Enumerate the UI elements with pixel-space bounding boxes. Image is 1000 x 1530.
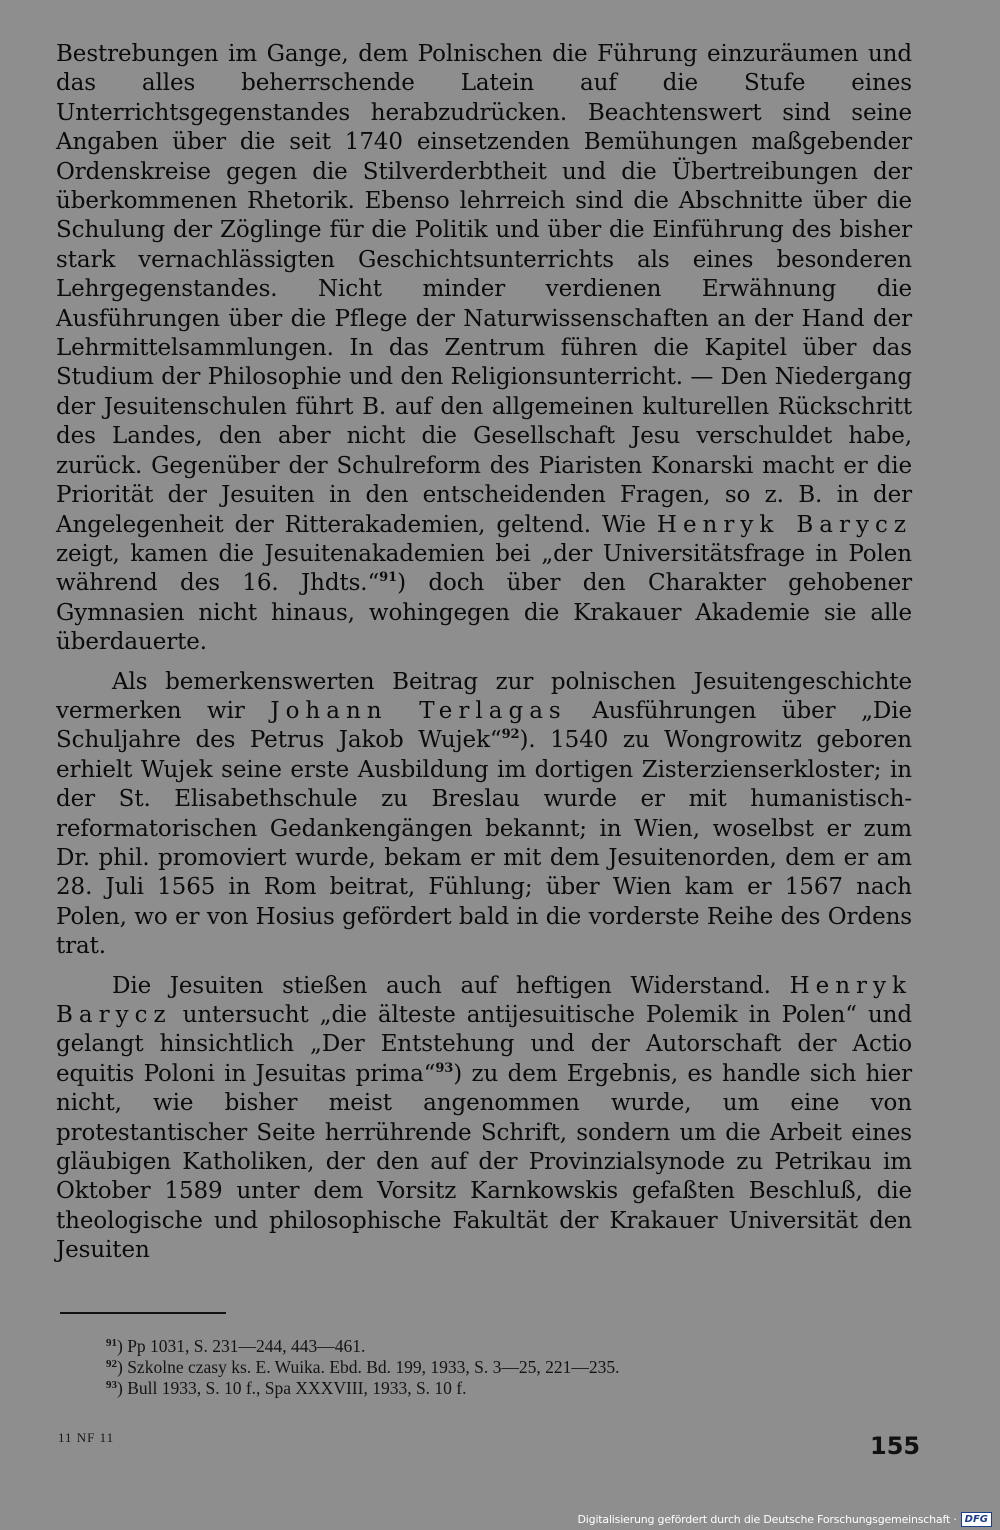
funding-banner-text: Digitalisierung gefördert durch die Deutsche Forschungsgemeinschaft · [577, 1512, 957, 1526]
footnote-reference: 93 [435, 1060, 454, 1076]
funding-banner [578, 1510, 992, 1528]
text-run: Als bemerkenswerten Beitrag zur polnischen Jesuitengeschichte vermerken wir [56, 668, 912, 724]
signature-mark: 11 NF 11 [58, 1430, 115, 1445]
footnote-text: ) Bull 1933, S. 10 f., Spa XXXVIII, 1933, S. 10 f. [117, 1378, 467, 1398]
paragraph-1 [56, 40, 912, 658]
text-run: untersucht „die älteste antijesuitische Polemik in Polen“ und gelangt hinsichtlich „Der Entstehung und der Autorschaft der Actio equitis Poloni in Jesuitas prima“ [56, 1002, 912, 1087]
text-run: Bestrebungen im Gange, dem Polnischen die Führung einzuräumen und das alles beherrschende Latein auf die Stufe eines Unterrichtsgegenstandes herabzudrücken. Beachtenswert sind seine Angaben über die seit 1740 einsetzenden Bemühungen maßgebender Ordenskreise gegen die Stilverderbtheit und die Übertreibungen der überkommenen Rhetorik. Ebenso lehrreich sind die Abschnitte über die Schulung der Zöglinge für die Politik und über die Einführung des bisher stark vernachlässigten Geschichtsunterrichts als eines besonderen Lehrgegenstandes. Nicht minder verdienen Erwähnung die Ausführungen über die Pflege der Naturwissenschaften an der Hand der Lehrmittelsammlungen. In das Zentrum führen die Kapitel über das Studium der Philosophie und den Religionsunterricht. — Den Niedergang der Jesuitenschulen führt B. auf den allgemeinen kulturellen Rückschritt des Landes, den aber nicht die Gesellschaft Jesu verschuldet habe, zurück. Gegenüber der Schulreform des Piaristen Konarski macht er die Priorität der Jesuiten in den entscheidenden Fragen, so z. B. in der Angelegenheit der Ritterakademien, geltend. Wie [56, 41, 912, 538]
dfg-logo-text: DFG [964, 1513, 988, 1525]
footnote-92 [106, 1357, 926, 1378]
body-text [56, 40, 912, 1266]
text-run: Ausführungen über „Die Schuljahre des Petrus Jakob Wujek“ [56, 697, 913, 754]
footnote-divider [60, 1312, 226, 1314]
paragraph-2 [56, 668, 912, 962]
text-run: Die Jesuiten stießen auch auf heftigen Widerstand. [112, 972, 790, 999]
text-run: zeigt, kamen die Jesuitenakademien bei „der Universitätsfrage in Polen während des 16. Jhdts.“ [56, 540, 912, 597]
footnote-text: ) Pp 1031, S. 231—244, 443—461. [117, 1336, 366, 1356]
dfg-logo-icon [961, 1512, 992, 1527]
footnote-93 [106, 1378, 926, 1399]
paragraph-3 [56, 972, 912, 1266]
footnote-91 [106, 1336, 926, 1357]
footnote-text: ) Szkolne czasy ks. E. Wuika. Ebd. Bd. 199, 1933, S. 3—25, 221—235. [117, 1357, 620, 1377]
footnote-number: 92 [106, 1358, 117, 1370]
author-name: Henryk Barycz [56, 972, 912, 1028]
text-run: ) doch über den Charakter gehobener Gymnasien nicht hinaus, wohingegen die Krakauer Akademie sie alle überdauerte. [56, 570, 913, 656]
page-number: 155 [870, 1432, 921, 1460]
footnotes [106, 1336, 926, 1399]
footnote-reference: 92 [501, 727, 520, 743]
text-run: ) zu dem Ergebnis, es handle sich hier nicht, wie bisher meist angenommen wurde, um eine von protestantischer Seite herrührende Schrift, sondern um die Arbeit eines gläubigen Katholiken, der den auf der Provinzialsynode zu Petrikau im Oktober 1589 unter dem Vorsitz Karnkowskis gefaßten Beschluß, die theologische und philosophische Fakultät der Krakauer Universität den Jesuiten [56, 1060, 912, 1264]
text-run: ). 1540 zu Wongrowitz geboren erhielt Wujek seine erste Ausbildung im dortigen Zisterzienserkloster; in der St. Elisabethschule zu Breslau wurde er mit humanistisch-reformatorischen Gedankengängen bekannt; in Wien, woselbst er zum Dr. phil. promoviert wurde, bekam er mit dem Jesuitenorden, dem er am 28. Juli 1565 in Rom beitrat, Fühlung; über Wien kam er 1567 nach Polen, wo er von Hosius gefördert bald in die vorderste Reihe des Ordens trat. [56, 727, 913, 960]
footnote-number: 91 [106, 1337, 117, 1349]
footnote-number: 93 [106, 1379, 117, 1391]
author-name: Henryk Barycz [656, 511, 912, 538]
footnote-reference: 91 [379, 570, 398, 586]
author-name: Johann Terlagas [270, 697, 567, 724]
